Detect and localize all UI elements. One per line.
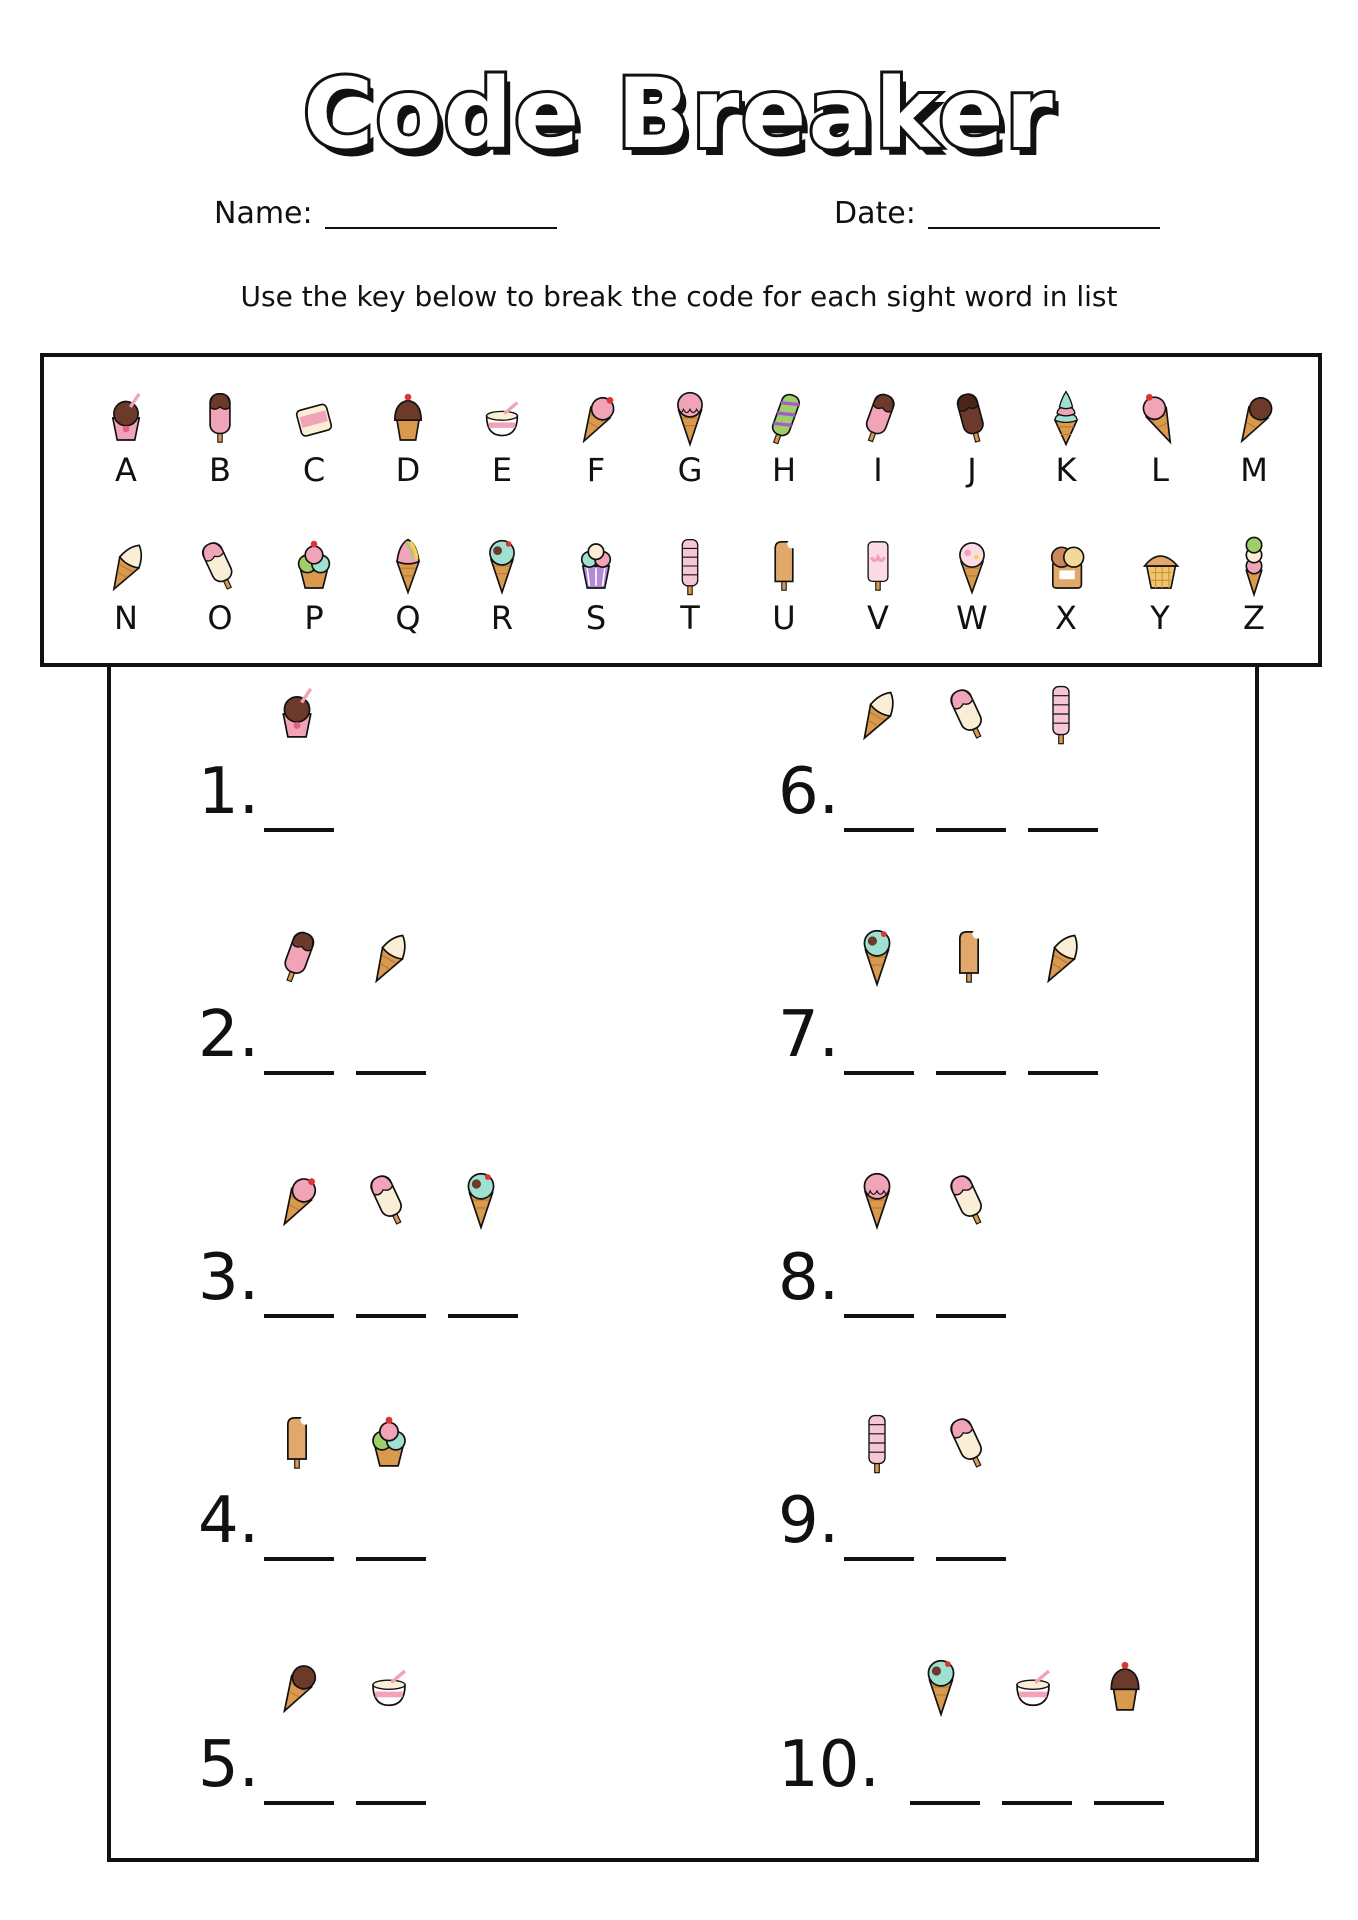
answer-blank[interactable] <box>1028 828 1098 832</box>
key-letter: W <box>956 599 988 637</box>
key-letter: P <box>304 599 324 637</box>
pink-drip-cone-icon <box>668 387 712 449</box>
answer-blank[interactable] <box>1028 1071 1098 1075</box>
key-cell-a <box>91 387 161 489</box>
key-letter: V <box>867 599 889 637</box>
key-cell-t <box>655 535 725 637</box>
key-letter: G <box>677 451 703 489</box>
question-number: 9. <box>778 1484 840 1558</box>
mint-sprinkle-cone-icon <box>854 925 900 989</box>
answer-blank[interactable] <box>264 1801 334 1805</box>
chocolate-cupcake-icon <box>386 387 430 449</box>
pink-dipped-popsicle-icon <box>366 1168 412 1232</box>
answer-blank[interactable] <box>844 1071 914 1075</box>
answer-blank[interactable] <box>936 828 1006 832</box>
key-letter: X <box>1055 599 1077 637</box>
key-letter: M <box>1240 451 1268 489</box>
question-number: 5. <box>198 1728 260 1802</box>
strawberry-cone-icon <box>274 1168 320 1232</box>
answer-blank[interactable] <box>356 1071 426 1075</box>
date-input-line[interactable] <box>928 199 1160 229</box>
key-letter: B <box>209 451 231 489</box>
sundae-cup-icon <box>366 1411 412 1475</box>
key-letter: T <box>680 599 700 637</box>
vanilla-soft-cone-icon <box>366 925 412 989</box>
key-cell-n <box>91 535 161 637</box>
key-letter: H <box>771 451 797 489</box>
pink-stacked-popsicle-icon <box>854 1411 900 1475</box>
pink-bar-popsicle-icon <box>856 535 900 597</box>
answer-blank[interactable] <box>844 1314 914 1318</box>
question-number: 3. <box>198 1241 260 1315</box>
key-letter: J <box>967 451 977 489</box>
question-number: 1. <box>198 755 260 829</box>
mint-sprinkle-cone-icon <box>480 535 524 597</box>
caramel-popsicle-icon <box>274 1411 320 1475</box>
key-cell-s <box>561 535 631 637</box>
name-label: Name: <box>214 196 313 231</box>
question-number: 8. <box>778 1241 840 1315</box>
pink-dipped-popsicle-icon <box>198 535 242 597</box>
mint-sprinkle-cone-icon <box>458 1168 504 1232</box>
key-cell-b <box>185 387 255 489</box>
key-cell-c <box>279 387 349 489</box>
chocolate-cupcake-icon <box>1102 1655 1148 1719</box>
rainbow-cone-icon <box>386 535 430 597</box>
key-cell-p <box>279 535 349 637</box>
key-cell-d <box>373 387 443 489</box>
key-letter: Y <box>1150 599 1170 637</box>
sundae-cup-icon <box>292 535 336 597</box>
pink-dipped-popsicle-icon <box>946 1411 992 1475</box>
answer-blank[interactable] <box>936 1314 1006 1318</box>
key-cell-e <box>467 387 537 489</box>
key-letter: U <box>772 599 796 637</box>
key-letter: R <box>490 599 514 637</box>
answer-blank[interactable] <box>1094 1801 1164 1805</box>
ice-cream-bowl-icon <box>480 387 524 449</box>
key-cell-r <box>467 535 537 637</box>
key-cell-x <box>1031 535 1101 637</box>
key-cell-j <box>937 387 1007 489</box>
key-cell-u <box>749 535 819 637</box>
answer-blank[interactable] <box>936 1071 1006 1075</box>
key-cell-g <box>655 387 725 489</box>
name-field <box>214 196 557 231</box>
vanilla-soft-cone-icon <box>104 535 148 597</box>
ice-cream-cup-icon <box>104 387 148 449</box>
key-cell-o <box>185 535 255 637</box>
purple-sundae-icon <box>574 535 618 597</box>
chocolate-cone-icon <box>274 1655 320 1719</box>
key-cell-k <box>1031 387 1101 489</box>
soft-serve-swirl-cone-icon <box>1044 387 1088 449</box>
answer-blank[interactable] <box>910 1801 980 1805</box>
key-letter: N <box>114 599 138 637</box>
key-cell-f <box>561 387 631 489</box>
answer-blank[interactable] <box>264 1557 334 1561</box>
answer-blank[interactable] <box>1002 1801 1072 1805</box>
striped-green-popsicle-icon <box>762 387 806 449</box>
caramel-popsicle-icon <box>946 925 992 989</box>
key-letter: I <box>873 451 883 489</box>
instructions: Use the key below to break the code for each sight word in list <box>240 280 1118 313</box>
key-cell-m <box>1219 387 1289 489</box>
pink-dipped-popsicle-icon <box>946 682 992 746</box>
answer-blank[interactable] <box>448 1314 518 1318</box>
key-cell-w <box>937 535 1007 637</box>
cherry-cone-icon <box>1138 387 1182 449</box>
key-cell-z <box>1219 535 1289 637</box>
cipher-key <box>40 353 1322 667</box>
ice-cream-bowl-icon <box>1010 1655 1056 1719</box>
key-letter: Z <box>1243 599 1265 637</box>
tub-ice-cream-icon <box>1044 535 1088 597</box>
key-letter: S <box>585 599 607 637</box>
answer-blank[interactable] <box>264 1071 334 1075</box>
pink-popsicle-icon <box>198 387 242 449</box>
page-title: Code Breaker <box>303 58 1055 170</box>
pink-chocolate-popsicle-icon <box>274 925 320 989</box>
answer-blank[interactable] <box>356 1314 426 1318</box>
pastel-cone-icon <box>950 535 994 597</box>
mint-sprinkle-cone-icon <box>918 1655 964 1719</box>
date-label: Date: <box>834 196 916 231</box>
key-cell-h <box>749 387 819 489</box>
key-letter: F <box>586 451 606 489</box>
pink-stacked-popsicle-icon <box>1038 682 1084 746</box>
pink-dipped-popsicle-icon <box>946 1168 992 1232</box>
answer-blank[interactable] <box>356 1557 426 1561</box>
key-letter: E <box>491 451 513 489</box>
question-number: 4. <box>198 1484 260 1558</box>
chocolate-cone-icon <box>1232 387 1276 449</box>
answer-blank[interactable] <box>264 1314 334 1318</box>
ice-cream-bowl-icon <box>366 1655 412 1719</box>
key-letter: D <box>395 451 421 489</box>
question-number: 7. <box>778 998 840 1072</box>
pink-chocolate-popsicle-icon <box>856 387 900 449</box>
key-cell-l <box>1125 387 1195 489</box>
ice-cream-sandwich-icon <box>292 387 336 449</box>
answer-blank[interactable] <box>844 1557 914 1561</box>
vanilla-soft-cone-icon <box>1038 925 1084 989</box>
question-number: 10. <box>778 1728 880 1802</box>
strawberry-cone-icon <box>574 387 618 449</box>
caramel-popsicle-icon <box>762 535 806 597</box>
answer-blank[interactable] <box>844 828 914 832</box>
key-cell-q <box>373 535 443 637</box>
key-cell-i <box>843 387 913 489</box>
pink-stacked-popsicle-icon <box>668 535 712 597</box>
key-letter: K <box>1055 451 1077 489</box>
answer-blank[interactable] <box>936 1557 1006 1561</box>
key-cell-y <box>1125 535 1195 637</box>
name-input-line[interactable] <box>325 199 557 229</box>
key-letter: L <box>1151 451 1169 489</box>
question-number: 2. <box>198 998 260 1072</box>
ice-cream-cup-icon <box>274 682 320 746</box>
answer-blank[interactable] <box>264 828 334 832</box>
date-field <box>834 196 1160 231</box>
mint-stacked-cone-icon <box>1232 535 1276 597</box>
pink-drip-cone-icon <box>854 1168 900 1232</box>
chocolate-popsicle-icon <box>950 387 994 449</box>
key-letter: Q <box>395 599 421 637</box>
vanilla-soft-cone-icon <box>854 682 900 746</box>
key-cell-v <box>843 535 913 637</box>
waffle-cup-icon <box>1138 535 1182 597</box>
key-letter: O <box>207 599 233 637</box>
key-letter: A <box>115 451 137 489</box>
key-letter: C <box>302 451 326 489</box>
question-number: 6. <box>778 755 840 829</box>
answer-blank[interactable] <box>356 1801 426 1805</box>
